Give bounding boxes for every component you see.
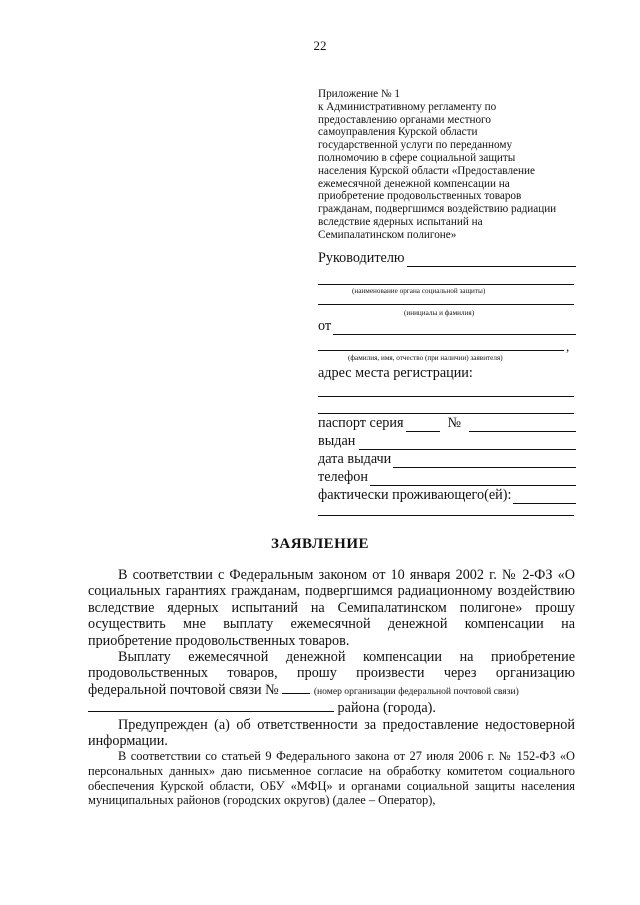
annex-line: государственной услуги по переданному bbox=[318, 139, 513, 152]
paragraph-personal-data: В соответствии со статьей 9 Федерального закона от 27 июля 2006 г. № 152-ФЗ «О персональных данных» даю письменное согласие на обработку комитетом социального обеспечения Курской области, ОБУ «МФЦ» и органами социальной защиты населения муниципальных районов (городских округов) (далее – Оператор), bbox=[88, 749, 575, 808]
issue-date-label: дата выдачи bbox=[318, 451, 392, 467]
issued-row bbox=[318, 433, 576, 450]
paragraph-payment-method bbox=[88, 649, 575, 700]
issue-date-field[interactable] bbox=[393, 455, 576, 468]
caption-organ: (наименование органа социальной защиты) bbox=[352, 287, 486, 295]
annex-line: населения Курской области «Предоставление bbox=[318, 164, 535, 177]
issued-field[interactable] bbox=[359, 437, 576, 450]
head-label: Руководителю bbox=[318, 250, 405, 266]
residing-field[interactable] bbox=[513, 491, 576, 504]
annex-line: полномочию в сфере социальной защиты bbox=[318, 151, 516, 164]
head-row bbox=[318, 250, 576, 267]
comma: , bbox=[566, 339, 570, 354]
phone-field[interactable] bbox=[370, 473, 576, 486]
issue-date-row bbox=[318, 451, 576, 468]
annex-line: ежемесячной денежной компенсации на bbox=[318, 177, 510, 190]
annex-line: к Административному регламенту по bbox=[318, 100, 497, 113]
annex-line: приобретение продовольственных товаров bbox=[318, 190, 522, 203]
annex-line: Семипалатинском полигоне» bbox=[318, 228, 457, 241]
issued-label: выдан bbox=[318, 433, 356, 449]
document-title: ЗАЯВЛЕНИЕ bbox=[270, 536, 370, 552]
passport-series-field[interactable] bbox=[406, 419, 440, 432]
annex-line: предоставлению органами местного bbox=[318, 113, 491, 126]
passport-number-label: № bbox=[447, 415, 462, 431]
address-label: адрес места регистрации: bbox=[318, 365, 473, 381]
applicant-fio-field[interactable] bbox=[318, 350, 564, 351]
phone-label: телефон bbox=[318, 469, 368, 485]
payment-text: Выплату ежемесячной денежной компенсации на приобретение продовольственных товаров, прошу произвести через организацию федеральной почтовой связи № bbox=[88, 649, 575, 698]
residing-row bbox=[318, 487, 576, 504]
paragraph-law-reference: В соответствии с Федеральным законом от 10 января 2002 г. № 2-ФЗ «О социальных гарантиях гражданам, подвергшимся радиационному воздействию вследствие ядерных испытаний на Семипалатинском полигоне» прошу осуществить мне выплату ежемесячной денежной компенсации на приобретение продовольственных товаров. bbox=[88, 567, 575, 649]
caption-fio: (фамилия, имя, отчество (при наличии) заявителя) bbox=[348, 354, 503, 362]
post-office-note: (номер организации федеральной почтовой связи) bbox=[313, 685, 519, 697]
paragraph-district bbox=[88, 700, 575, 716]
annex-line: вследствие ядерных испытаний на bbox=[318, 215, 483, 228]
annex-line: Приложение № 1 bbox=[318, 88, 400, 100]
from-field[interactable] bbox=[333, 322, 576, 335]
passport-number-field[interactable] bbox=[469, 419, 576, 432]
initials-field[interactable] bbox=[318, 304, 574, 305]
statement-body bbox=[88, 567, 575, 808]
district-text: района (города). bbox=[337, 700, 436, 717]
caption-initials: (инициалы и фамилия) bbox=[404, 309, 475, 317]
passport-label: паспорт серия bbox=[318, 415, 404, 431]
page-number: 22 bbox=[313, 38, 327, 53]
address-field-1[interactable] bbox=[318, 396, 574, 397]
post-office-number-field[interactable] bbox=[282, 683, 310, 694]
from-label: от bbox=[318, 318, 332, 334]
from-row bbox=[318, 318, 576, 335]
phone-row bbox=[318, 469, 576, 486]
residing-label: фактически проживающего(ей): bbox=[318, 487, 512, 503]
annex-block bbox=[318, 88, 586, 242]
address-field-2[interactable] bbox=[318, 413, 574, 414]
district-field[interactable] bbox=[88, 701, 334, 712]
head-name-field[interactable] bbox=[407, 254, 576, 267]
annex-line: самоуправления Курской области bbox=[318, 126, 478, 139]
passport-row bbox=[318, 415, 576, 432]
residing-field-2[interactable] bbox=[318, 515, 574, 516]
annex-line: гражданам, подвергшимся воздействию радиации bbox=[318, 203, 557, 216]
address-row bbox=[318, 365, 576, 382]
paragraph-warning: Предупрежден (а) об ответственности за предоставление недостоверной информации. bbox=[88, 716, 575, 750]
organ-field[interactable] bbox=[318, 284, 574, 285]
